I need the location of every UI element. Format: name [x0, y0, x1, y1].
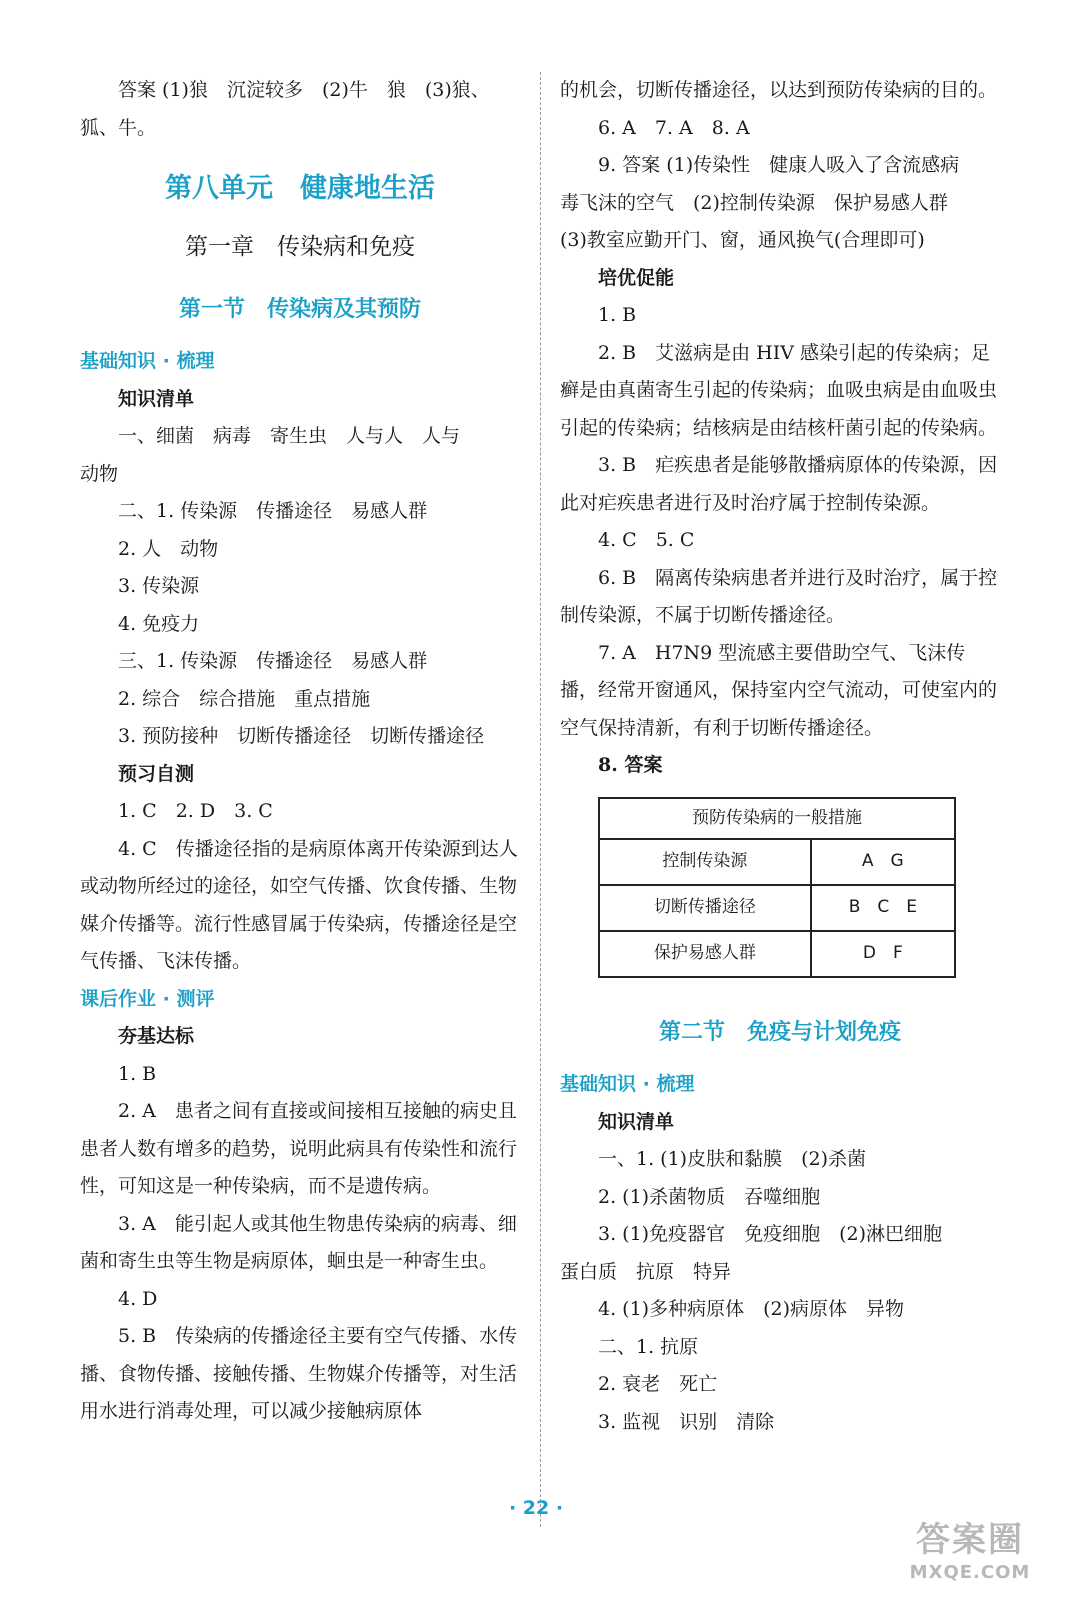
knowledge-list-heading: 知识清单	[598, 1110, 675, 1133]
answer-paragraph: 2. A 患者之间有直接或间接相互接触的病史且患者人数有增多的趋势，说明此病具有传染性和流行性，可知这是一种传染病，而不是遗传病。	[80, 1100, 518, 1197]
answer-paragraph: 7. A H7N9 型流感主要借助空气、飞沫传播，经常开窗通风，保持室内空气流动，可使室内的空气保持清新，有利于切断传播途径。	[560, 641, 998, 739]
table-cell-options: D F	[811, 931, 955, 977]
prev-answer-line1: 答案 (1)狼 沉淀较多 (2)牛 狼 (3)狼、	[118, 79, 490, 101]
list-line: 2. 综合 综合措施 重点措施	[118, 687, 371, 710]
answer-line: (3)教室应勤开门、窗，通风换气(合理即可)	[560, 229, 925, 251]
answer-line: 毒飞沫的空气 (2)控制传染源 保护易感人群	[560, 191, 948, 214]
list-line: 2. 人 动物	[118, 537, 219, 560]
table-header-row	[599, 798, 955, 840]
foundation-heading: 夯基达标	[118, 1025, 195, 1047]
section-title: 第一节 传染病及其预防	[178, 297, 421, 322]
advance-heading: 培优促能	[598, 266, 675, 289]
table-cell-options: B C E	[811, 885, 955, 931]
list-line: 2. (1)杀菌物质 吞噬细胞	[598, 1185, 821, 1208]
left-column	[80, 72, 520, 1431]
answer-line: 1. B	[598, 304, 637, 326]
watermark-logo	[890, 1518, 1050, 1588]
answer-paragraph: 的机会，切断传播途径，以达到预防传染病的目的。	[560, 79, 998, 101]
watermark-domain: MXQE.COM	[909, 1562, 1031, 1583]
list-line: 4. (1)多种病原体 (2)病原体 异物	[598, 1298, 904, 1320]
table-row	[599, 885, 955, 931]
answer-paragraph: 3. B 疟疾患者是能够散播病原体的传染源，因此对疟疾患者进行及时治疗属于控制传染源。	[560, 454, 998, 514]
prevention-measures-table	[598, 797, 956, 979]
table-row	[599, 931, 955, 977]
chapter-title: 第一章 传染病和免疫	[185, 234, 415, 260]
list-line: 2. 衰老 死亡	[598, 1373, 718, 1395]
answer-line: 4. D	[118, 1287, 158, 1310]
answer-paragraph: 5. B 传染病的传播途径主要有空气传播、水传播、食物传播、接触传播、生物媒介传播等，对生活用水进行消毒处理，可以减少接触病原体	[80, 1325, 518, 1422]
answer-paragraph: 2. B 艾滋病是由 HIV 感染引起的传染病；足癣是由真菌寄生引起的传染病；血吸虫病是由血吸虫引起的传染病；结核病是由结核杆菌引起的传染病。	[560, 341, 998, 439]
answer-line: 6. A 7. A 8. A	[598, 116, 750, 139]
homework-heading: 课后作业 · 测评	[80, 987, 215, 1010]
list-line: 4. 免疫力	[118, 612, 200, 635]
prev-answer-line2: 狐、牛。	[80, 116, 157, 139]
watermark-text: 答案圈	[916, 1520, 1024, 1560]
answer-paragraph: 6. B 隔离传染病患者并进行及时治疗，属于控制传染源，不属于切断传播途径。	[560, 566, 998, 626]
list-line: 蛋白质 抗原 特异	[560, 1260, 732, 1283]
table-cell-measure: 保护易感人群	[599, 931, 811, 977]
list-line: 二、1. 传染源 传播途径 易感人群	[118, 500, 428, 522]
list-line: 3. 监视 识别 清除	[598, 1410, 775, 1433]
table-cell-measure: 控制传染源	[599, 839, 811, 885]
answer-paragraph: 4. C 传播途径指的是病原体离开传染源到达人或动物所经过的途径，如空气传播、饮食传播、生物媒介传播等。流行性感冒属于传染病，传播途径是空气传播、飞沫传播。	[80, 837, 518, 972]
basic-knowledge-heading: 基础知识 · 梳理	[560, 1073, 695, 1095]
answer-line: 1. C 2. D 3. C	[118, 800, 273, 822]
list-line: 一、1. (1)皮肤和黏膜 (2)杀菌	[598, 1148, 866, 1170]
knowledge-list-heading: 知识清单	[118, 387, 195, 410]
answer-paragraph: 3. A 能引起人或其他生物患传染病的病毒、细菌和寄生虫等生物是病原体，蛔虫是一种寄生虫。	[80, 1212, 517, 1272]
list-line: 动物	[80, 462, 119, 485]
answer-line: 9. 答案 (1)传染性 健康人吸入了含流感病	[598, 154, 960, 176]
list-line: 3. 传染源	[118, 575, 200, 597]
preview-test-heading: 预习自测	[118, 762, 195, 785]
unit-title: 第八单元 健康地生活	[165, 173, 435, 204]
column-divider	[540, 72, 541, 1527]
list-line: 一、细菌 病毒 寄生虫 人与人 人与	[118, 425, 461, 447]
list-line: 二、1. 抗原	[598, 1335, 699, 1358]
list-line: 3. (1)免疫器官 免疫细胞 (2)淋巴细胞	[598, 1223, 942, 1245]
right-column	[560, 72, 1000, 1441]
table-cell-options: A G	[811, 839, 955, 885]
list-line: 三、1. 传染源 传播途径 易感人群	[118, 650, 428, 672]
table-cell-measure: 切断传播途径	[599, 885, 811, 931]
answer-line: 8. 答案	[598, 754, 663, 776]
table-header: 预防传染病的一般措施	[599, 798, 955, 840]
list-line: 3. 预防接种 切断传播途径 切断传播途径	[118, 725, 485, 747]
page-number: · 22 ·	[508, 1497, 564, 1519]
section-title: 第二节 免疫与计划免疫	[658, 1020, 901, 1045]
basic-knowledge-heading: 基础知识 · 梳理	[80, 350, 215, 372]
answer-line: 4. C 5. C	[598, 529, 695, 551]
table-row	[599, 839, 955, 885]
answer-line: 1. B	[118, 1062, 157, 1085]
